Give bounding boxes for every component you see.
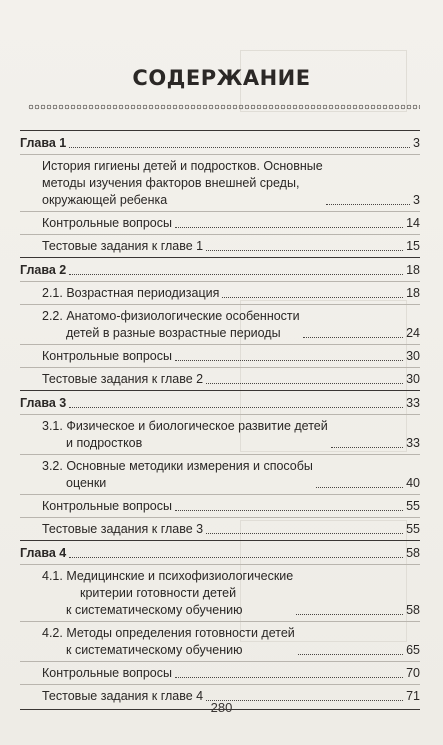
chapter-heading-row[interactable] <box>20 262 420 279</box>
dot-leader <box>69 274 403 275</box>
entry-text-line: детей в разные возрастные периоды <box>66 326 281 340</box>
toc-entry[interactable] <box>20 234 420 255</box>
entry-page-number: 15 <box>406 239 420 253</box>
entry-text-line: Тестовые задания к главе 4 <box>42 689 204 703</box>
toc-entry[interactable] <box>20 367 420 388</box>
toc-entry[interactable] <box>20 211 420 232</box>
toc-entry[interactable] <box>20 494 420 515</box>
toc-entry[interactable] <box>20 154 420 209</box>
chapter-title: Глава 2 <box>20 263 67 277</box>
entry-page-number: 58 <box>406 603 420 617</box>
entry-text-line: окружающей ребенка <box>42 193 168 207</box>
dot-leader <box>175 227 403 228</box>
entry-text-line: Контрольные вопросы <box>42 666 172 680</box>
dot-leader <box>303 337 403 338</box>
chapter-title: Глава 4 <box>20 546 67 560</box>
entry-text <box>42 285 219 302</box>
entry-text-line: Тестовые задания к главе 3 <box>42 522 204 536</box>
entry-text-line: критерии готовности детей <box>80 586 237 600</box>
entry-text-line: Тестовые задания к главе 2 <box>42 372 204 386</box>
decorative-divider <box>28 104 420 110</box>
chapter-title: Глава 3 <box>20 396 67 410</box>
entry-text-line: История гигиены детей и подростков. Основные <box>42 159 323 173</box>
entry-text-line: 4.1. Медицинские и психофизиологические <box>42 569 294 583</box>
entry-text-line: и подростков <box>66 436 143 450</box>
entry-page-number: 30 <box>406 372 420 386</box>
dot-leader <box>69 147 410 148</box>
chapter-heading-row[interactable] <box>20 545 420 562</box>
entry-text <box>42 158 323 209</box>
toc-entry[interactable] <box>20 564 420 619</box>
chapter-heading-row[interactable] <box>20 395 420 412</box>
entry-text <box>42 371 203 388</box>
entry-page-number: 55 <box>406 522 420 536</box>
entry-text <box>42 348 172 365</box>
toc-entry[interactable] <box>20 304 420 342</box>
entry-page-number: 30 <box>406 349 420 363</box>
chapter-page-number: 3 <box>413 136 420 150</box>
page-title: СОДЕРЖАНИЕ <box>132 66 311 90</box>
dot-leader <box>206 383 403 384</box>
chapter-title: Глава 1 <box>20 136 67 150</box>
entry-text <box>42 238 203 255</box>
toc-entry[interactable] <box>20 344 420 365</box>
dot-leader <box>326 204 410 205</box>
entry-text <box>42 625 295 659</box>
entry-text-line: 2.1. Возрастная периодизация <box>42 286 220 300</box>
entry-text-line: Тестовые задания к главе 1 <box>42 239 204 253</box>
toc-entry[interactable] <box>20 661 420 682</box>
chapter-page-number: 18 <box>406 263 420 277</box>
toc-chapter <box>20 130 420 255</box>
entry-text-line: Контрольные вопросы <box>42 216 172 230</box>
entry-text <box>42 665 172 682</box>
toc-entry[interactable] <box>20 454 420 492</box>
entry-page-number: 18 <box>406 286 420 300</box>
toc-entry[interactable] <box>20 517 420 538</box>
entry-text <box>42 418 328 452</box>
entry-text <box>42 308 300 342</box>
entry-text-line: 4.2. Методы определения готовности детей <box>42 626 295 640</box>
entry-text-line: 2.2. Анатомо-физиологические особенности <box>42 309 300 323</box>
dot-leader <box>316 487 403 488</box>
toc-chapter <box>20 390 420 538</box>
page-number: 280 <box>210 700 233 715</box>
dot-leader <box>175 360 403 361</box>
dot-leader <box>298 654 403 655</box>
chapter-page-number: 33 <box>406 396 420 410</box>
entry-text-line: методы изучения факторов внешней среды, <box>42 176 300 190</box>
entry-text-line: 3.2. Основные методики измерения и способы <box>42 459 313 473</box>
entry-page-number: 14 <box>406 216 420 230</box>
entry-text-line: Контрольные вопросы <box>42 349 172 363</box>
entry-page-number: 70 <box>406 666 420 680</box>
entry-page-number: 71 <box>406 689 420 703</box>
entry-text-line: Контрольные вопросы <box>42 499 172 513</box>
toc-entry[interactable] <box>20 414 420 452</box>
entry-text <box>42 521 203 538</box>
toc-entry[interactable] <box>20 281 420 302</box>
toc-chapter <box>20 257 420 388</box>
dot-leader <box>206 250 403 251</box>
entry-text-line: к систематическому обучению <box>66 603 243 617</box>
dot-leader <box>296 614 403 615</box>
chapter-page-number: 58 <box>406 546 420 560</box>
entry-page-number: 55 <box>406 499 420 513</box>
dot-leader <box>222 297 403 298</box>
dot-leader <box>206 533 403 534</box>
chapter-heading-row[interactable] <box>20 135 420 152</box>
toc-entry[interactable] <box>20 621 420 659</box>
entry-text <box>42 458 313 492</box>
entry-page-number: 40 <box>406 476 420 490</box>
dot-leader <box>69 407 403 408</box>
entry-text <box>42 215 172 232</box>
entry-text <box>42 568 293 619</box>
entry-text <box>42 498 172 515</box>
entry-text-line: оценки <box>66 476 107 490</box>
toc-chapter <box>20 540 420 710</box>
entry-page-number: 3 <box>413 193 420 207</box>
entry-page-number: 33 <box>406 436 420 450</box>
entry-text-line: 3.1. Физическое и биологическое развитие детей <box>42 419 328 433</box>
dot-leader <box>175 510 403 511</box>
dot-leader <box>69 557 403 558</box>
table-of-contents <box>20 130 420 712</box>
entry-text-line: к систематическому обучению <box>66 643 243 657</box>
entry-page-number: 65 <box>406 643 420 657</box>
entry-page-number: 24 <box>406 326 420 340</box>
dot-leader <box>331 447 403 448</box>
dot-leader <box>175 677 403 678</box>
